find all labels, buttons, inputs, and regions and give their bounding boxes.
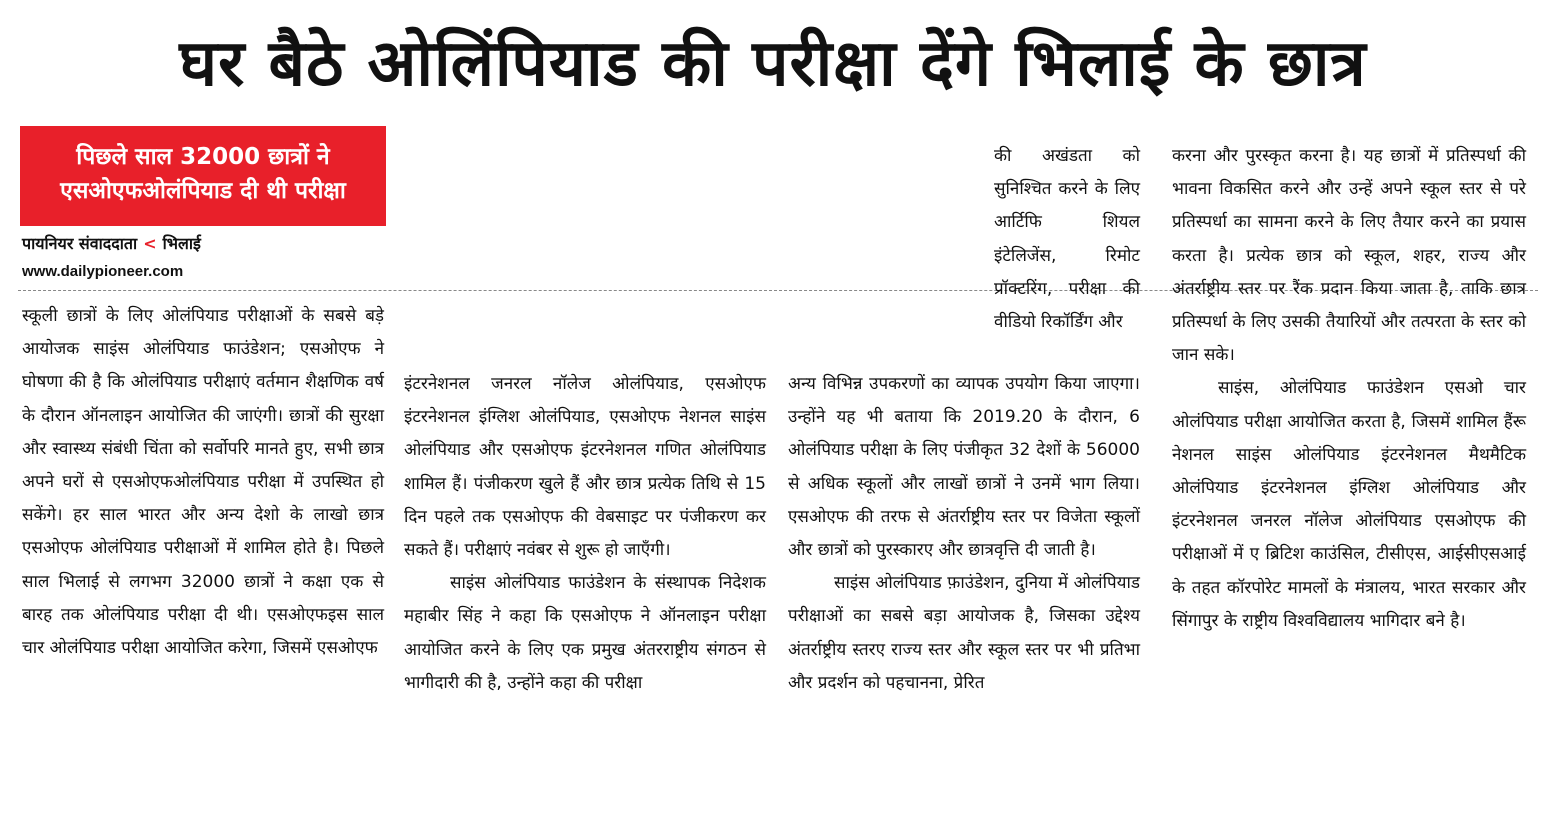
byline (22, 232, 201, 256)
headline: घर बैठे ओलिंपियाड की परीक्षा देंगे भिलाई के छात्र (179, 27, 1367, 101)
kicker-line-1: पिछले साल 32000 छात्रों ने (76, 144, 330, 170)
article-column-2 (404, 368, 766, 805)
paragraph: करना और पुरस्कृत करना है। यह छात्रों में प्रतिस्पर्धा की भावना विकसित करने और उन्हें अपने स्कूल स्तर से परे प्रतिस्पर्धा का सामना करने के लिए तैयार करने का प्रयास करता है। प्रत्येक छात्र को स्कूल, शहर, राज्य और अंतर्राष्ट्रीय स्तर पर रैंक प्रदान किया जाता है, ताकि छात्र प्रतिस्पर्धा के लिए उसकी तैयारियों और तत्परता के स्तर को जान सके। (1172, 146, 1526, 366)
byline-author: पायनियर संवाददाता (22, 234, 138, 253)
article-column-4 (1172, 140, 1526, 805)
website-link[interactable]: www.dailypioneer.com (22, 263, 184, 280)
kicker-box (20, 126, 386, 226)
paragraph: साइंस ओलंपियाड फाउंडेशन के संस्थापक निदेशक महाबीर सिंह ने कहा कि एसओएफ ने ऑनलाइन परीक्षा आयोजित करने के लिए एक प्रमुख अंतरराष्ट्रीय संगठन से भागीदारी की है, उन्होंने कहा की परीक्षा (404, 573, 766, 693)
article-column-3-bottom (788, 368, 1140, 805)
paragraph: की अखंडता को सुनिश्चित करने के लिए आर्टिफि शियल इंटेलिजेंस, रिमोट प्रॉक्टरिंग, परीक्षा की वीडियो रिकॉर्डिंग और (994, 146, 1140, 333)
kicker-line-2: एसओएफओलंपियाड दी थी परीक्षा (60, 178, 346, 204)
paragraph: स्कूली छात्रों के लिए ओलंपियाड परीक्षाओं के सबसे बड़े आयोजक साइंस ओलंपियाड फाउंडेशन; एसओएफ ने घोषणा की है कि ओलंपियाड परीक्षाएं वर्तमान शैक्षणिक वर्ष के दौरान ऑनलाइन आयोजित की जाएंगी। छात्रों की सुरक्षा और स्वास्थ्य संबंधी चिंता को सर्वोपरि मानते हुए, सभी छात्र अपने घरों से एसओएफओलंपियाड परीक्षा में उपस्थित हो सकेंगे। हर साल भारत और अन्य देशो के लाखो छात्र एसओएफ ओलंपियाड परीक्षाओं में शामिल होते है। पिछले साल भिलाई से लगभग 32000 छात्रों ने कक्षा एक से बारह तक ओलंपियाड परीक्षा दी थी। एसओएफइस साल चार ओलंपियाड परीक्षा आयोजित करेगा, जिसमें एसओएफ (22, 306, 384, 659)
byline-place: भिलाई (162, 234, 201, 253)
article-column-1 (22, 300, 384, 805)
article-column-3-top (994, 140, 1140, 366)
paragraph: साइंस, ओलंपियाड फाउंडेशन एसओ चार ओलंपियाड परीक्षा आयोजित करता है, जिसमें शामिल हैंरू नेशनल साइंस ओलंपियाड इंटरनेशनल मैथमैटिक ओलंपियाड इंटरनेशनल इंग्लिश ओलंपियाड और इंटरनेशनल जनरल नॉलेज ओलंपियाड एसओएफ की परीक्षाओं में ए ब्रिटिश काउंसिल, टीसीएस, आईसीएसआई के तहत कॉरपोरेट मामलों के मंत्रालय, भारत सरकार और सिंगापुर के राष्ट्रीय विश्वविद्यालय भागिदार बने है। (1172, 378, 1526, 631)
paragraph: अन्य विभिन्न उपकरणों का व्यापक उपयोग किया जाएगा। उन्होंने यह भी बताया कि 2019.20 के दौरान, 6 ओलंपियाड परीक्षा के लिए पंजीकृत 32 देशों के 56000 से अधिक स्कूलों और लाखों छात्रों ने उनमें भाग लिया। एसओएफ की तरफ से अंतर्राष्ट्रीय स्तर पर विजेता स्कूलों और छात्रों को पुरस्कारए और छात्रवृत्ति दी जाती है। (788, 374, 1140, 561)
paragraph: इंटरनेशनल जनरल नॉलेज ओलंपियाड, एसओएफ इंटरनेशनल इंग्लिश ओलंपियाड, एसओएफ नेशनल साइंस ओलंपियाड और एसओएफ इंटरनेशनल गणित ओलंपियाड शामिल हैं। पंजीकरण खुले हैं और छात्र प्रत्येक तिथि से 15 दिन पहले तक एसओएफ की वेबसाइट पर पंजीकरण कर सकते हैं। परीक्षाएं नवंबर से शुरू हो जाएँगी। (404, 374, 766, 561)
byline-separator-icon: < (143, 234, 157, 253)
paragraph: साइंस ओलंपियाड फ़ाउंडेशन, दुनिया में ओलंपियाड परीक्षाओं का सबसे बड़ा आयोजक है, जिसका उद्देश्य अंतर्राष्ट्रीय स्तरए राज्य स्तर और स्कूल स्तर पर भी प्रतिभा और प्रदर्शन को पहचानना, प्रेरित (788, 573, 1140, 693)
